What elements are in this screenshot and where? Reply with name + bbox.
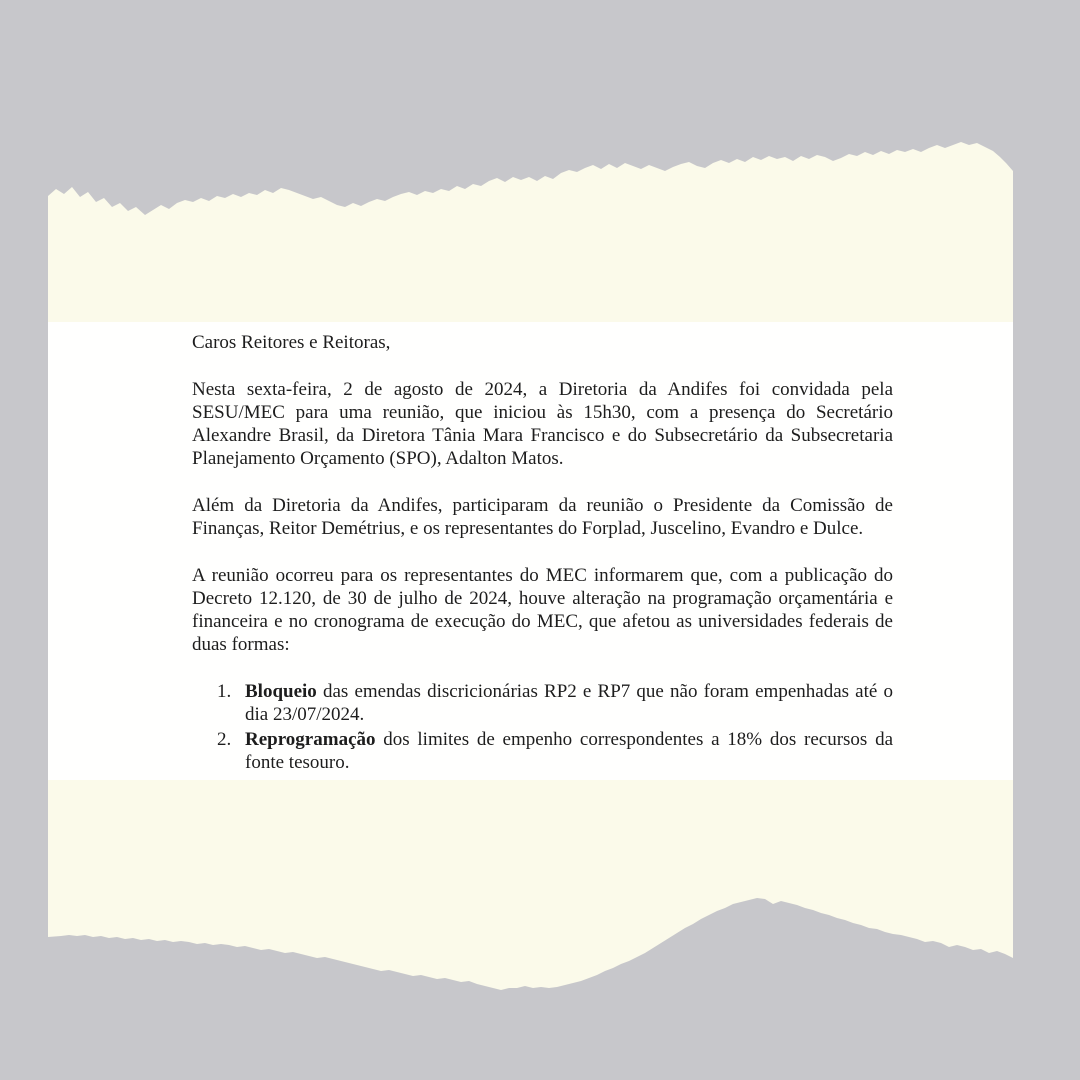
list-item-text: das emendas discricionárias RP2 e RP7 que não foram empenhadas até o dia 23/07/2024. bbox=[245, 681, 893, 725]
list-item bbox=[217, 728, 893, 774]
letter-body bbox=[192, 331, 893, 776]
paragraph-participants: Além da Diretoria da Andifes, participaram da reunião o Presidente da Comissão de Finanças, Reitor Demétrius, e os representantes do Forplad, Juscelino, Evandro e Dulce. bbox=[192, 495, 893, 539]
list-item-text: dos limites de empenho correspondentes a 18% dos recursos da fonte tesouro. bbox=[245, 729, 893, 773]
list-item-content bbox=[245, 680, 893, 726]
list-item-content bbox=[245, 728, 893, 774]
list-item-lead-bold: Reprogramação bbox=[245, 729, 376, 750]
numbered-list bbox=[192, 680, 893, 774]
list-item-number: 1. bbox=[217, 681, 232, 702]
paragraph-decree: A reunião ocorreu para os representantes do MEC informarem que, com a publicação do Decreto 12.120, de 30 de julho de 2024, houve alteração na programação orçamentária e financeira e no cronograma de execução do MEC, que afetou as universidades federais de duas formas: bbox=[192, 565, 893, 655]
list-item-lead-bold: Bloqueio bbox=[245, 681, 317, 702]
list-item bbox=[217, 680, 893, 726]
paragraph-meeting-invite: Nesta sexta-feira, 2 de agosto de 2024, a Diretoria da Andifes foi convidada pela SESU/MEC para uma reunião, que iniciou às 15h30, com a presença do Secretário Alexandre Brasil, da Diretora Tânia Mara Francisco e do Subsecretário da Subsecretaria Planejamento Orçamento (SPO), Adalton Matos. bbox=[192, 379, 893, 469]
list-item-number: 2. bbox=[217, 729, 232, 750]
salutation: Caros Reitores e Reitoras, bbox=[192, 332, 391, 353]
